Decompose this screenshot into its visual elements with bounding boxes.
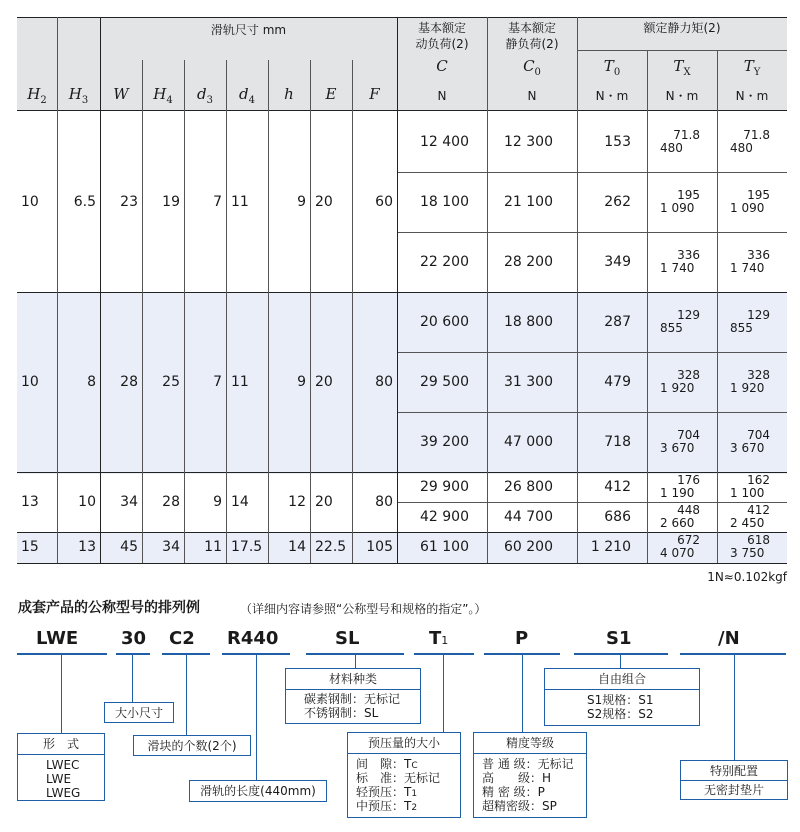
col-header-E: E bbox=[325, 85, 337, 103]
cell-TY-lower-g1-r3: 1 740 bbox=[730, 261, 765, 275]
col-line-3 bbox=[142, 60, 143, 563]
cell-d4-g3: 14 bbox=[231, 494, 249, 510]
cell-H4-g1: 19 bbox=[162, 194, 180, 210]
col-line-9 bbox=[397, 17, 398, 563]
code-accuracy: P bbox=[515, 628, 529, 649]
cell-TY-upper-g1-r3: 336 bbox=[747, 248, 770, 262]
cell-C-g1-r2: 18 100 bbox=[420, 194, 469, 210]
col-line-1 bbox=[57, 17, 58, 563]
cell-d3-g4: 11 bbox=[204, 539, 222, 555]
cell-C-g2-r1: 20 600 bbox=[420, 314, 469, 330]
blocks-box: 滑块的个数(2个) bbox=[133, 735, 251, 756]
designation-note: （详细内容请参照“公称型号和规格的指定”。） bbox=[240, 602, 487, 616]
col-header-TX: $T_X$ bbox=[673, 57, 691, 78]
col-line-11 bbox=[577, 17, 578, 563]
col-header-T0: $T_0$ bbox=[603, 57, 621, 78]
moment-header: 额定静力矩(2) bbox=[643, 21, 721, 35]
cell-TY-upper-g4-r1: 618 bbox=[747, 533, 770, 547]
row-divider-1 bbox=[397, 172, 787, 173]
cell-F-g3: 80 bbox=[375, 494, 393, 510]
cell-H2-g3: 13 bbox=[21, 494, 39, 510]
cell-C-g1-r1: 12 400 bbox=[420, 134, 469, 150]
c0-header-line2: 静负荷(2) bbox=[505, 37, 559, 51]
cell-C0-g2-r1: 18 800 bbox=[504, 314, 553, 330]
connector-size bbox=[132, 655, 133, 702]
cell-T0-g3-r2: 686 bbox=[604, 509, 631, 525]
cell-TY-upper-g2-r2: 328 bbox=[747, 368, 770, 382]
c0-header-line1: 基本额定 bbox=[507, 21, 556, 35]
col-header-d3: $d_3$ bbox=[197, 85, 213, 106]
cell-TX-upper-g3-r1: 176 bbox=[677, 473, 700, 487]
cell-C0-g2-r3: 47 000 bbox=[504, 434, 553, 450]
row-divider-5 bbox=[397, 502, 787, 503]
cell-T0-g1-r2: 262 bbox=[604, 194, 631, 210]
cell-TX-upper-g4-r1: 672 bbox=[677, 533, 700, 547]
cell-TX-upper-g3-r2: 448 bbox=[677, 503, 700, 517]
table-top-border bbox=[17, 17, 787, 18]
cell-W-g3: 34 bbox=[120, 494, 138, 510]
cell-TY-lower-g2-r3: 3 670 bbox=[730, 441, 765, 455]
preload-title: 预压量的大小 bbox=[367, 736, 440, 750]
cell-T0-g1-r3: 349 bbox=[604, 254, 631, 270]
code-series: LWE bbox=[36, 628, 79, 649]
cell-C-g3-r2: 42 900 bbox=[420, 509, 469, 525]
cell-d4-g2: 11 bbox=[231, 374, 249, 390]
code-size: 30 bbox=[121, 628, 147, 649]
cell-TY-lower-g4-r1: 3 750 bbox=[730, 546, 765, 560]
col-header-C0: $C_0$ bbox=[523, 57, 541, 78]
cell-C-g3-r1: 29 900 bbox=[420, 479, 469, 495]
code-blocks: C2 bbox=[169, 628, 195, 649]
cell-d3-g1: 7 bbox=[213, 194, 222, 210]
cell-TX-upper-g2-r2: 328 bbox=[677, 368, 700, 382]
cell-E-g1: 20 bbox=[315, 194, 333, 210]
col-header-d4: $d_4$ bbox=[239, 85, 255, 106]
cell-C0-g3-r2: 44 700 bbox=[504, 509, 553, 525]
cell-C0-g1-r3: 28 200 bbox=[504, 254, 553, 270]
preload-box: 预压量的大小 间 隙：TC 标 准：无标记 轻预压：T1 中预压：T2 bbox=[347, 732, 461, 818]
row-divider-3 bbox=[397, 352, 787, 353]
cell-W-g1: 23 bbox=[120, 194, 138, 210]
cell-TX-upper-g1-r1: 71.8 bbox=[673, 128, 700, 142]
cell-F-g2: 80 bbox=[375, 374, 393, 390]
cell-T0-g2-r2: 479 bbox=[604, 374, 631, 390]
cell-C-g4-r1: 61 100 bbox=[420, 539, 469, 555]
cell-TY-upper-g1-r2: 195 bbox=[747, 188, 770, 202]
connector-form bbox=[61, 655, 62, 733]
cell-H2-g4: 15 bbox=[21, 539, 39, 555]
cell-TX-upper-g1-r2: 195 bbox=[677, 188, 700, 202]
col-line-12 bbox=[647, 50, 648, 563]
cell-H4-g2: 25 bbox=[162, 374, 180, 390]
cell-TY-upper-g2-r1: 129 bbox=[747, 308, 770, 322]
cell-F-g4: 105 bbox=[366, 539, 393, 555]
unit-C0: N bbox=[527, 89, 537, 103]
cell-h-g1: 9 bbox=[297, 194, 306, 210]
connector-material bbox=[355, 655, 356, 668]
cell-T0-g2-r3: 718 bbox=[604, 434, 631, 450]
cell-T0-g2-r1: 287 bbox=[604, 314, 631, 330]
cell-E-g3: 20 bbox=[315, 494, 333, 510]
unit-TY: N・m bbox=[735, 89, 769, 103]
code-special: /N bbox=[718, 628, 740, 649]
cell-C0-g1-r1: 12 300 bbox=[504, 134, 553, 150]
cell-TX-lower-g2-r3: 3 670 bbox=[660, 441, 695, 455]
underline-size bbox=[116, 653, 150, 655]
underline-special bbox=[680, 653, 786, 655]
cell-H3-g2: 8 bbox=[87, 374, 96, 390]
underline-combo bbox=[574, 653, 668, 655]
cell-T0-g3-r1: 412 bbox=[604, 479, 631, 495]
col-header-F: F bbox=[369, 85, 380, 103]
cell-C0-g4-r1: 60 200 bbox=[504, 539, 553, 555]
col-header-H4: $H_4$ bbox=[153, 85, 173, 106]
col-line-6 bbox=[268, 60, 269, 563]
cell-TY-upper-g3-r1: 162 bbox=[747, 473, 770, 487]
group-divider-2 bbox=[17, 472, 787, 473]
row-divider-4 bbox=[397, 412, 787, 413]
c-header-line2: 动负荷(2) bbox=[415, 37, 469, 51]
cell-C-g1-r3: 22 200 bbox=[420, 254, 469, 270]
cell-d4-g1: 11 bbox=[231, 194, 249, 210]
designation-title: 成套产品的公称型号的排列例 bbox=[18, 600, 200, 616]
underline-preload bbox=[414, 653, 474, 655]
header-bottom-border bbox=[17, 110, 787, 111]
connector-blocks bbox=[186, 655, 187, 735]
cell-TY-lower-g3-r2: 2 450 bbox=[730, 516, 765, 530]
cell-TX-upper-g1-r3: 336 bbox=[677, 248, 700, 262]
cell-C-g2-r3: 39 200 bbox=[420, 434, 469, 450]
col-line-10 bbox=[487, 17, 488, 563]
col-line-8 bbox=[352, 60, 353, 563]
size-box: 大小尺寸 bbox=[104, 702, 174, 723]
material-title: 材料种类 bbox=[328, 672, 377, 686]
dimension-group-header: 滑轨尺寸 mm bbox=[210, 23, 287, 37]
cell-TX-lower-g3-r2: 2 660 bbox=[660, 516, 695, 530]
form-title: 形 式 bbox=[42, 737, 79, 751]
cell-TX-lower-g3-r1: 1 190 bbox=[660, 486, 695, 500]
cell-E-g2: 20 bbox=[315, 374, 333, 390]
group-divider-3 bbox=[17, 532, 787, 533]
col-header-TY: $T_Y$ bbox=[743, 57, 761, 78]
combo-box: 自由组合 S1规格：S1 S2规格：S2 bbox=[544, 668, 700, 726]
form-box: 形 式 LWEC LWE LWEG bbox=[17, 733, 105, 801]
cell-h-g2: 9 bbox=[297, 374, 306, 390]
cell-H3-g3: 10 bbox=[78, 494, 96, 510]
cell-d3-g3: 9 bbox=[213, 494, 222, 510]
combo-title: 自由组合 bbox=[597, 672, 646, 686]
cell-E-g4: 22.5 bbox=[315, 539, 347, 555]
col-line-5 bbox=[226, 60, 227, 563]
code-length: R440 bbox=[227, 628, 279, 649]
col-line-13 bbox=[717, 50, 718, 563]
col-header-H2: $H_2$ bbox=[27, 85, 47, 106]
length-box: 滑轨的长度(440mm) bbox=[189, 780, 327, 802]
cell-d4-g4: 17.5 bbox=[231, 539, 263, 555]
cell-H4-g4: 34 bbox=[162, 539, 180, 555]
cell-TY-lower-g3-r1: 1 100 bbox=[730, 486, 765, 500]
cell-C-g2-r2: 29 500 bbox=[420, 374, 469, 390]
cell-W-g4: 45 bbox=[120, 539, 138, 555]
cell-TX-upper-g2-r1: 129 bbox=[677, 308, 700, 322]
material-box: 材料种类 碳素钢制：无标记 不锈钢制：SL bbox=[285, 668, 421, 724]
cell-TX-upper-g2-r3: 704 bbox=[677, 428, 700, 442]
special-title: 特别配置 bbox=[709, 764, 758, 778]
cell-W-g2: 28 bbox=[120, 374, 138, 390]
table-bottom-border bbox=[17, 563, 787, 564]
unit-TX: N・m bbox=[665, 89, 699, 103]
cell-H3-g4: 13 bbox=[78, 539, 96, 555]
cell-TX-lower-g4-r1: 4 070 bbox=[660, 546, 695, 560]
connector-accuracy bbox=[522, 655, 523, 732]
cell-H2-g2: 10 bbox=[21, 374, 39, 390]
connector-special bbox=[734, 655, 735, 760]
unit-C: N bbox=[437, 89, 447, 103]
code-preload: T1 bbox=[429, 628, 449, 649]
col-header-C: C bbox=[436, 57, 448, 75]
unit-footnote: 1N≈0.102kgf bbox=[707, 570, 787, 584]
cell-d3-g2: 7 bbox=[213, 374, 222, 390]
col-line-7 bbox=[310, 60, 311, 563]
row-divider-2 bbox=[397, 232, 787, 233]
cell-C0-g1-r2: 21 100 bbox=[504, 194, 553, 210]
c-header-line1: 基本额定 bbox=[417, 21, 466, 35]
cell-TY-upper-g3-r2: 412 bbox=[747, 503, 770, 517]
cell-T0-g4-r1: 1 210 bbox=[590, 539, 631, 555]
unit-T0: N・m bbox=[595, 89, 629, 103]
cell-h-g4: 14 bbox=[288, 539, 306, 555]
accuracy-title: 精度等级 bbox=[505, 736, 554, 750]
connector-combo bbox=[620, 655, 621, 668]
cell-h-g3: 12 bbox=[288, 494, 306, 510]
connector-length bbox=[256, 655, 257, 780]
cell-TY-lower-g2-r2: 1 920 bbox=[730, 381, 765, 395]
cell-H3-g1: 6.5 bbox=[73, 194, 96, 210]
special-box: 特别配置 无密封垫片 bbox=[680, 760, 788, 800]
connector-preload bbox=[443, 655, 444, 732]
cell-TX-lower-g1-r2: 1 090 bbox=[660, 201, 695, 215]
cell-C0-g2-r2: 31 300 bbox=[504, 374, 553, 390]
moment-header-divider bbox=[577, 50, 787, 51]
cell-TX-lower-g1-r3: 1 740 bbox=[660, 261, 695, 275]
accuracy-box: 精度等级 普 通 级：无标记 高 级：H 精 密 级：P 超精密级：SP bbox=[473, 732, 587, 818]
group-divider-1 bbox=[17, 292, 787, 293]
cell-TY-lower-g1-r2: 1 090 bbox=[730, 201, 765, 215]
cell-H4-g3: 28 bbox=[162, 494, 180, 510]
cell-TY-upper-g2-r3: 704 bbox=[747, 428, 770, 442]
cell-TY-lower-g1-r1: 480 bbox=[730, 141, 753, 155]
code-material: SL bbox=[335, 628, 360, 649]
col-header-W: W bbox=[113, 85, 129, 103]
code-combo: S1 bbox=[606, 628, 632, 649]
cell-T0-g1-r1: 153 bbox=[604, 134, 631, 150]
cell-H2-g1: 10 bbox=[21, 194, 39, 210]
cell-TX-lower-g2-r2: 1 920 bbox=[660, 381, 695, 395]
cell-TY-upper-g1-r1: 71.8 bbox=[743, 128, 770, 142]
cell-TX-lower-g1-r1: 480 bbox=[660, 141, 683, 155]
cell-F-g1: 60 bbox=[375, 194, 393, 210]
col-header-H3: $H_3$ bbox=[68, 85, 89, 106]
cell-C0-g3-r1: 26 800 bbox=[504, 479, 553, 495]
underline-series bbox=[17, 653, 107, 655]
cell-TY-lower-g2-r1: 855 bbox=[730, 321, 753, 335]
col-header-h: h bbox=[284, 85, 294, 103]
cell-TX-lower-g2-r1: 855 bbox=[660, 321, 683, 335]
col-line-2 bbox=[100, 17, 101, 563]
col-line-4 bbox=[184, 60, 185, 563]
